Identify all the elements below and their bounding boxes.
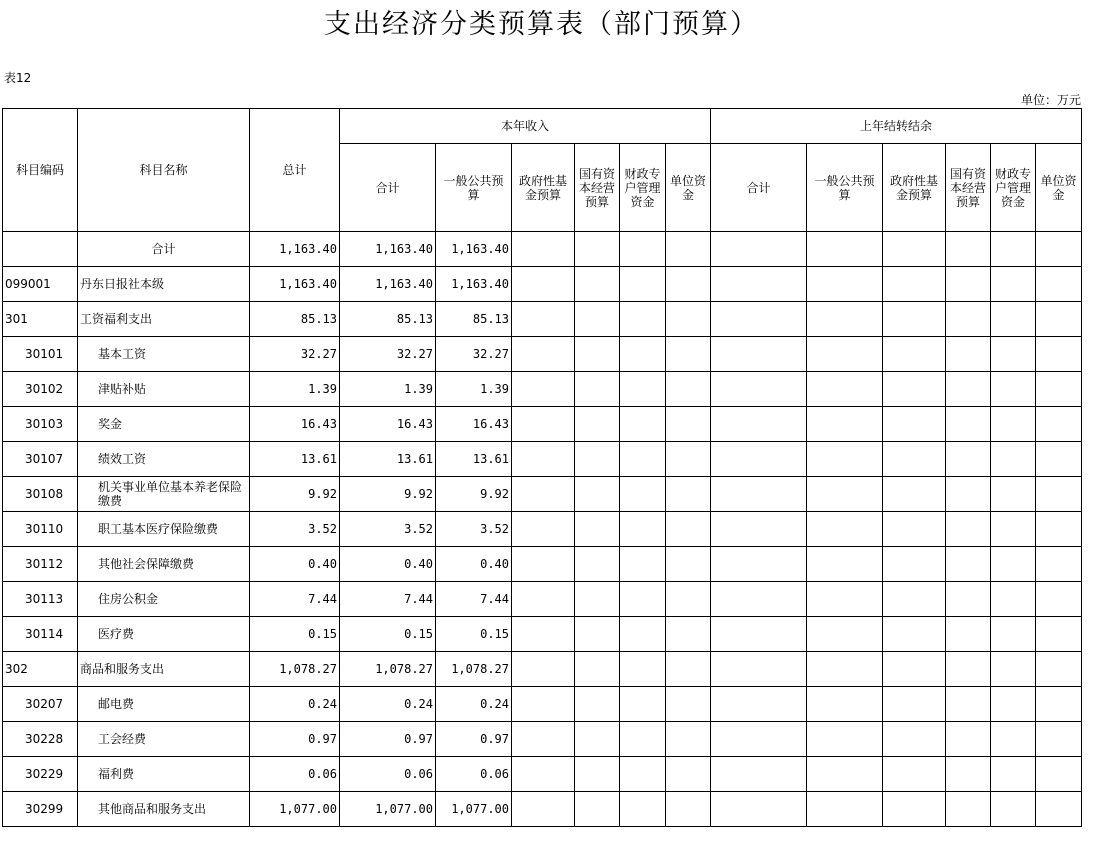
cell-cy-general: 0.15 (436, 617, 512, 652)
cell-empty (620, 232, 666, 267)
cell-cy-general: 1,163.40 (436, 232, 512, 267)
cell-empty (711, 372, 807, 407)
cell-empty (1036, 792, 1082, 827)
cell-empty (620, 722, 666, 757)
cell-empty (807, 687, 883, 722)
cell-empty (512, 477, 575, 512)
cell-empty (807, 337, 883, 372)
cell-total: 0.15 (250, 617, 340, 652)
cell-empty (991, 757, 1036, 792)
cell-empty (711, 337, 807, 372)
cell-code: 30107 (3, 442, 78, 477)
cell-code: 30229 (3, 757, 78, 792)
header-total: 总计 (250, 109, 340, 232)
table-row (3, 792, 1082, 827)
cell-cy-sum: 32.27 (340, 337, 436, 372)
cell-empty (575, 722, 620, 757)
cell-name: 医疗费 (78, 617, 250, 652)
cell-empty (512, 547, 575, 582)
cell-empty (946, 337, 991, 372)
cell-empty (991, 442, 1036, 477)
cell-empty (946, 372, 991, 407)
cell-empty (620, 547, 666, 582)
cell-cy-general: 0.24 (436, 687, 512, 722)
cell-name: 福利费 (78, 757, 250, 792)
cell-cy-sum: 0.24 (340, 687, 436, 722)
header-cy-sum: 合计 (340, 144, 436, 232)
table-row (3, 722, 1082, 757)
header-co-state-capital: 国有资本经营预算 (946, 144, 991, 232)
cell-cy-general: 1,078.27 (436, 652, 512, 687)
cell-empty (807, 302, 883, 337)
cell-empty (512, 512, 575, 547)
cell-code: 099001 (3, 267, 78, 302)
cell-empty (807, 617, 883, 652)
cell-empty (711, 407, 807, 442)
cell-total: 16.43 (250, 407, 340, 442)
cell-total: 85.13 (250, 302, 340, 337)
cell-empty (946, 442, 991, 477)
cell-empty (807, 757, 883, 792)
cell-empty (883, 477, 946, 512)
cell-empty (991, 652, 1036, 687)
cell-empty (620, 792, 666, 827)
table-row (3, 652, 1082, 687)
cell-cy-sum: 9.92 (340, 477, 436, 512)
table-row (3, 372, 1082, 407)
cell-empty (1036, 302, 1082, 337)
cell-cy-sum: 0.06 (340, 757, 436, 792)
table-body (3, 232, 1082, 827)
cell-name: 机关事业单位基本养老保险缴费 (78, 477, 250, 512)
cell-empty (1036, 407, 1082, 442)
cell-empty (946, 302, 991, 337)
cell-empty (575, 512, 620, 547)
cell-code: 30108 (3, 477, 78, 512)
cell-empty (807, 652, 883, 687)
header-code: 科目编码 (3, 109, 78, 232)
cell-code: 30102 (3, 372, 78, 407)
cell-empty (1036, 722, 1082, 757)
table-header (3, 109, 1082, 232)
header-co-unit-fund: 单位资金 (1036, 144, 1082, 232)
cell-empty (512, 302, 575, 337)
cell-empty (711, 477, 807, 512)
table-row (3, 477, 1082, 512)
budget-table (2, 108, 1082, 827)
cell-code (3, 232, 78, 267)
cell-empty (991, 337, 1036, 372)
cell-empty (883, 372, 946, 407)
cell-name: 工资福利支出 (78, 302, 250, 337)
cell-cy-sum: 0.40 (340, 547, 436, 582)
cell-empty (711, 792, 807, 827)
cell-empty (883, 687, 946, 722)
cell-empty (620, 302, 666, 337)
cell-cy-general: 1,077.00 (436, 792, 512, 827)
cell-empty (620, 617, 666, 652)
cell-empty (807, 232, 883, 267)
cell-empty (946, 722, 991, 757)
cell-empty (711, 617, 807, 652)
cell-empty (1036, 652, 1082, 687)
cell-total: 1,078.27 (250, 652, 340, 687)
cell-empty (575, 232, 620, 267)
cell-empty (512, 337, 575, 372)
cell-empty (991, 722, 1036, 757)
cell-empty (1036, 232, 1082, 267)
cell-empty (1036, 267, 1082, 302)
cell-cy-sum: 16.43 (340, 407, 436, 442)
cell-empty (807, 442, 883, 477)
cell-empty (946, 757, 991, 792)
cell-empty (620, 407, 666, 442)
cell-cy-general: 1.39 (436, 372, 512, 407)
cell-empty (711, 442, 807, 477)
cell-empty (883, 757, 946, 792)
cell-empty (883, 407, 946, 442)
cell-cy-sum: 85.13 (340, 302, 436, 337)
cell-total: 1,163.40 (250, 232, 340, 267)
cell-cy-sum: 7.44 (340, 582, 436, 617)
cell-empty (946, 232, 991, 267)
cell-name: 奖金 (78, 407, 250, 442)
table-row (3, 547, 1082, 582)
cell-empty (1036, 337, 1082, 372)
cell-empty (807, 477, 883, 512)
cell-empty (1036, 477, 1082, 512)
cell-empty (946, 792, 991, 827)
cell-empty (512, 652, 575, 687)
cell-empty (883, 652, 946, 687)
cell-empty (883, 617, 946, 652)
cell-empty (666, 232, 711, 267)
cell-code: 30207 (3, 687, 78, 722)
cell-empty (512, 722, 575, 757)
header-carryover: 上年结转结余 (711, 109, 1082, 144)
table-number: 表12 (4, 71, 32, 85)
cell-empty (711, 302, 807, 337)
cell-empty (946, 582, 991, 617)
cell-empty (575, 582, 620, 617)
cell-code: 30103 (3, 407, 78, 442)
cell-cy-general: 32.27 (436, 337, 512, 372)
cell-name: 邮电费 (78, 687, 250, 722)
cell-code: 30299 (3, 792, 78, 827)
cell-total: 0.24 (250, 687, 340, 722)
cell-empty (575, 547, 620, 582)
header-co-general: 一般公共预算 (807, 144, 883, 232)
cell-empty (620, 652, 666, 687)
cell-code: 302 (3, 652, 78, 687)
cell-name: 商品和服务支出 (78, 652, 250, 687)
cell-empty (946, 477, 991, 512)
cell-empty (575, 442, 620, 477)
cell-empty (512, 407, 575, 442)
header-cy-gov-fund: 政府性基金预算 (512, 144, 575, 232)
page-title: 支出经济分类预算表（部门预算） (324, 9, 759, 40)
header-cy-general: 一般公共预算 (436, 144, 512, 232)
cell-total: 1,077.00 (250, 792, 340, 827)
cell-empty (883, 547, 946, 582)
cell-code: 30113 (3, 582, 78, 617)
cell-empty (666, 267, 711, 302)
cell-name: 津贴补贴 (78, 372, 250, 407)
cell-empty (620, 757, 666, 792)
cell-empty (620, 442, 666, 477)
cell-empty (512, 687, 575, 722)
cell-total: 1.39 (250, 372, 340, 407)
cell-empty (991, 407, 1036, 442)
cell-empty (666, 792, 711, 827)
cell-empty (620, 687, 666, 722)
cell-empty (620, 477, 666, 512)
cell-empty (575, 757, 620, 792)
cell-empty (991, 512, 1036, 547)
cell-code: 30110 (3, 512, 78, 547)
cell-cy-general: 7.44 (436, 582, 512, 617)
header-co-special-account: 财政专户管理资金 (991, 144, 1036, 232)
cell-empty (666, 652, 711, 687)
cell-total: 1,163.40 (250, 267, 340, 302)
cell-empty (991, 792, 1036, 827)
cell-empty (575, 372, 620, 407)
cell-empty (883, 267, 946, 302)
cell-empty (575, 792, 620, 827)
cell-empty (711, 267, 807, 302)
cell-empty (883, 232, 946, 267)
cell-empty (991, 267, 1036, 302)
cell-cy-sum: 3.52 (340, 512, 436, 547)
cell-cy-general: 0.06 (436, 757, 512, 792)
cell-empty (666, 582, 711, 617)
cell-empty (807, 267, 883, 302)
cell-empty (666, 757, 711, 792)
cell-empty (575, 652, 620, 687)
cell-empty (1036, 372, 1082, 407)
cell-empty (711, 722, 807, 757)
cell-total: 0.40 (250, 547, 340, 582)
cell-empty (1036, 547, 1082, 582)
cell-empty (711, 652, 807, 687)
cell-code: 30114 (3, 617, 78, 652)
cell-code: 30112 (3, 547, 78, 582)
cell-name: 基本工资 (78, 337, 250, 372)
cell-empty (620, 512, 666, 547)
cell-name: 住房公积金 (78, 582, 250, 617)
cell-cy-general: 85.13 (436, 302, 512, 337)
cell-empty (512, 617, 575, 652)
cell-name: 工会经费 (78, 722, 250, 757)
cell-empty (620, 372, 666, 407)
header-cy-special-account: 财政专户管理资金 (620, 144, 666, 232)
cell-empty (883, 442, 946, 477)
cell-empty (883, 722, 946, 757)
cell-empty (991, 582, 1036, 617)
cell-empty (512, 372, 575, 407)
cell-empty (991, 302, 1036, 337)
cell-empty (711, 582, 807, 617)
table-row (3, 267, 1082, 302)
cell-total: 0.06 (250, 757, 340, 792)
cell-empty (946, 547, 991, 582)
cell-empty (807, 512, 883, 547)
cell-total: 9.92 (250, 477, 340, 512)
unit-label: 单位：万元 (1020, 93, 1081, 107)
header-co-sum: 合计 (711, 144, 807, 232)
cell-cy-general: 3.52 (436, 512, 512, 547)
cell-empty (575, 687, 620, 722)
cell-empty (1036, 442, 1082, 477)
cell-empty (666, 512, 711, 547)
cell-empty (620, 337, 666, 372)
cell-empty (807, 407, 883, 442)
cell-empty (1036, 687, 1082, 722)
table-row (3, 582, 1082, 617)
cell-name: 其他社会保障缴费 (78, 547, 250, 582)
cell-empty (666, 687, 711, 722)
table-row (3, 407, 1082, 442)
cell-empty (666, 407, 711, 442)
cell-empty (512, 442, 575, 477)
cell-empty (883, 792, 946, 827)
cell-total: 7.44 (250, 582, 340, 617)
header-cy-state-capital: 国有资本经营预算 (575, 144, 620, 232)
cell-empty (666, 372, 711, 407)
cell-name: 合计 (78, 232, 250, 267)
cell-empty (666, 722, 711, 757)
cell-empty (575, 407, 620, 442)
cell-empty (711, 547, 807, 582)
cell-empty (883, 512, 946, 547)
cell-empty (946, 267, 991, 302)
cell-total: 3.52 (250, 512, 340, 547)
table-row (3, 512, 1082, 547)
cell-empty (575, 337, 620, 372)
cell-empty (575, 302, 620, 337)
cell-cy-sum: 1.39 (340, 372, 436, 407)
cell-empty (711, 757, 807, 792)
cell-empty (946, 687, 991, 722)
cell-empty (666, 337, 711, 372)
cell-name: 其他商品和服务支出 (78, 792, 250, 827)
table-row (3, 442, 1082, 477)
cell-empty (575, 477, 620, 512)
cell-cy-sum: 0.15 (340, 617, 436, 652)
cell-empty (666, 477, 711, 512)
cell-empty (946, 407, 991, 442)
cell-total: 32.27 (250, 337, 340, 372)
table-row (3, 617, 1082, 652)
cell-empty (666, 442, 711, 477)
cell-empty (807, 372, 883, 407)
cell-code: 30228 (3, 722, 78, 757)
cell-empty (807, 722, 883, 757)
cell-empty (512, 582, 575, 617)
cell-empty (883, 302, 946, 337)
cell-empty (991, 372, 1036, 407)
table-row (3, 302, 1082, 337)
cell-empty (991, 232, 1036, 267)
cell-empty (512, 267, 575, 302)
cell-empty (883, 337, 946, 372)
cell-cy-general: 0.40 (436, 547, 512, 582)
cell-empty (946, 652, 991, 687)
cell-empty (1036, 757, 1082, 792)
table-row (3, 232, 1082, 267)
cell-code: 301 (3, 302, 78, 337)
cell-empty (620, 267, 666, 302)
cell-empty (512, 757, 575, 792)
cell-empty (991, 477, 1036, 512)
cell-empty (620, 582, 666, 617)
cell-empty (666, 617, 711, 652)
cell-empty (946, 512, 991, 547)
cell-empty (666, 547, 711, 582)
cell-empty (711, 232, 807, 267)
cell-name: 丹东日报社本级 (78, 267, 250, 302)
cell-cy-general: 16.43 (436, 407, 512, 442)
cell-cy-sum: 1,078.27 (340, 652, 436, 687)
header-name: 科目名称 (78, 109, 250, 232)
cell-empty (1036, 582, 1082, 617)
cell-empty (1036, 512, 1082, 547)
cell-cy-sum: 1,163.40 (340, 232, 436, 267)
table-row (3, 757, 1082, 792)
cell-cy-sum: 13.61 (340, 442, 436, 477)
cell-cy-general: 13.61 (436, 442, 512, 477)
cell-total: 0.97 (250, 722, 340, 757)
cell-empty (1036, 617, 1082, 652)
cell-empty (575, 617, 620, 652)
cell-empty (991, 547, 1036, 582)
cell-empty (807, 582, 883, 617)
cell-empty (666, 302, 711, 337)
cell-name: 绩效工资 (78, 442, 250, 477)
cell-empty (991, 617, 1036, 652)
cell-cy-general: 0.97 (436, 722, 512, 757)
header-current-year: 本年收入 (340, 109, 711, 144)
header-co-gov-fund: 政府性基金预算 (883, 144, 946, 232)
header-cy-unit-fund: 单位资金 (666, 144, 711, 232)
cell-empty (575, 267, 620, 302)
cell-empty (807, 547, 883, 582)
cell-code: 30101 (3, 337, 78, 372)
cell-empty (512, 232, 575, 267)
cell-empty (512, 792, 575, 827)
cell-cy-general: 9.92 (436, 477, 512, 512)
cell-empty (711, 687, 807, 722)
cell-name: 职工基本医疗保险缴费 (78, 512, 250, 547)
cell-empty (711, 512, 807, 547)
cell-empty (946, 617, 991, 652)
cell-empty (991, 687, 1036, 722)
cell-empty (807, 792, 883, 827)
cell-cy-sum: 1,077.00 (340, 792, 436, 827)
table-row (3, 337, 1082, 372)
table-row (3, 687, 1082, 722)
cell-cy-sum: 0.97 (340, 722, 436, 757)
cell-cy-general: 1,163.40 (436, 267, 512, 302)
cell-cy-sum: 1,163.40 (340, 267, 436, 302)
cell-total: 13.61 (250, 442, 340, 477)
cell-empty (883, 582, 946, 617)
